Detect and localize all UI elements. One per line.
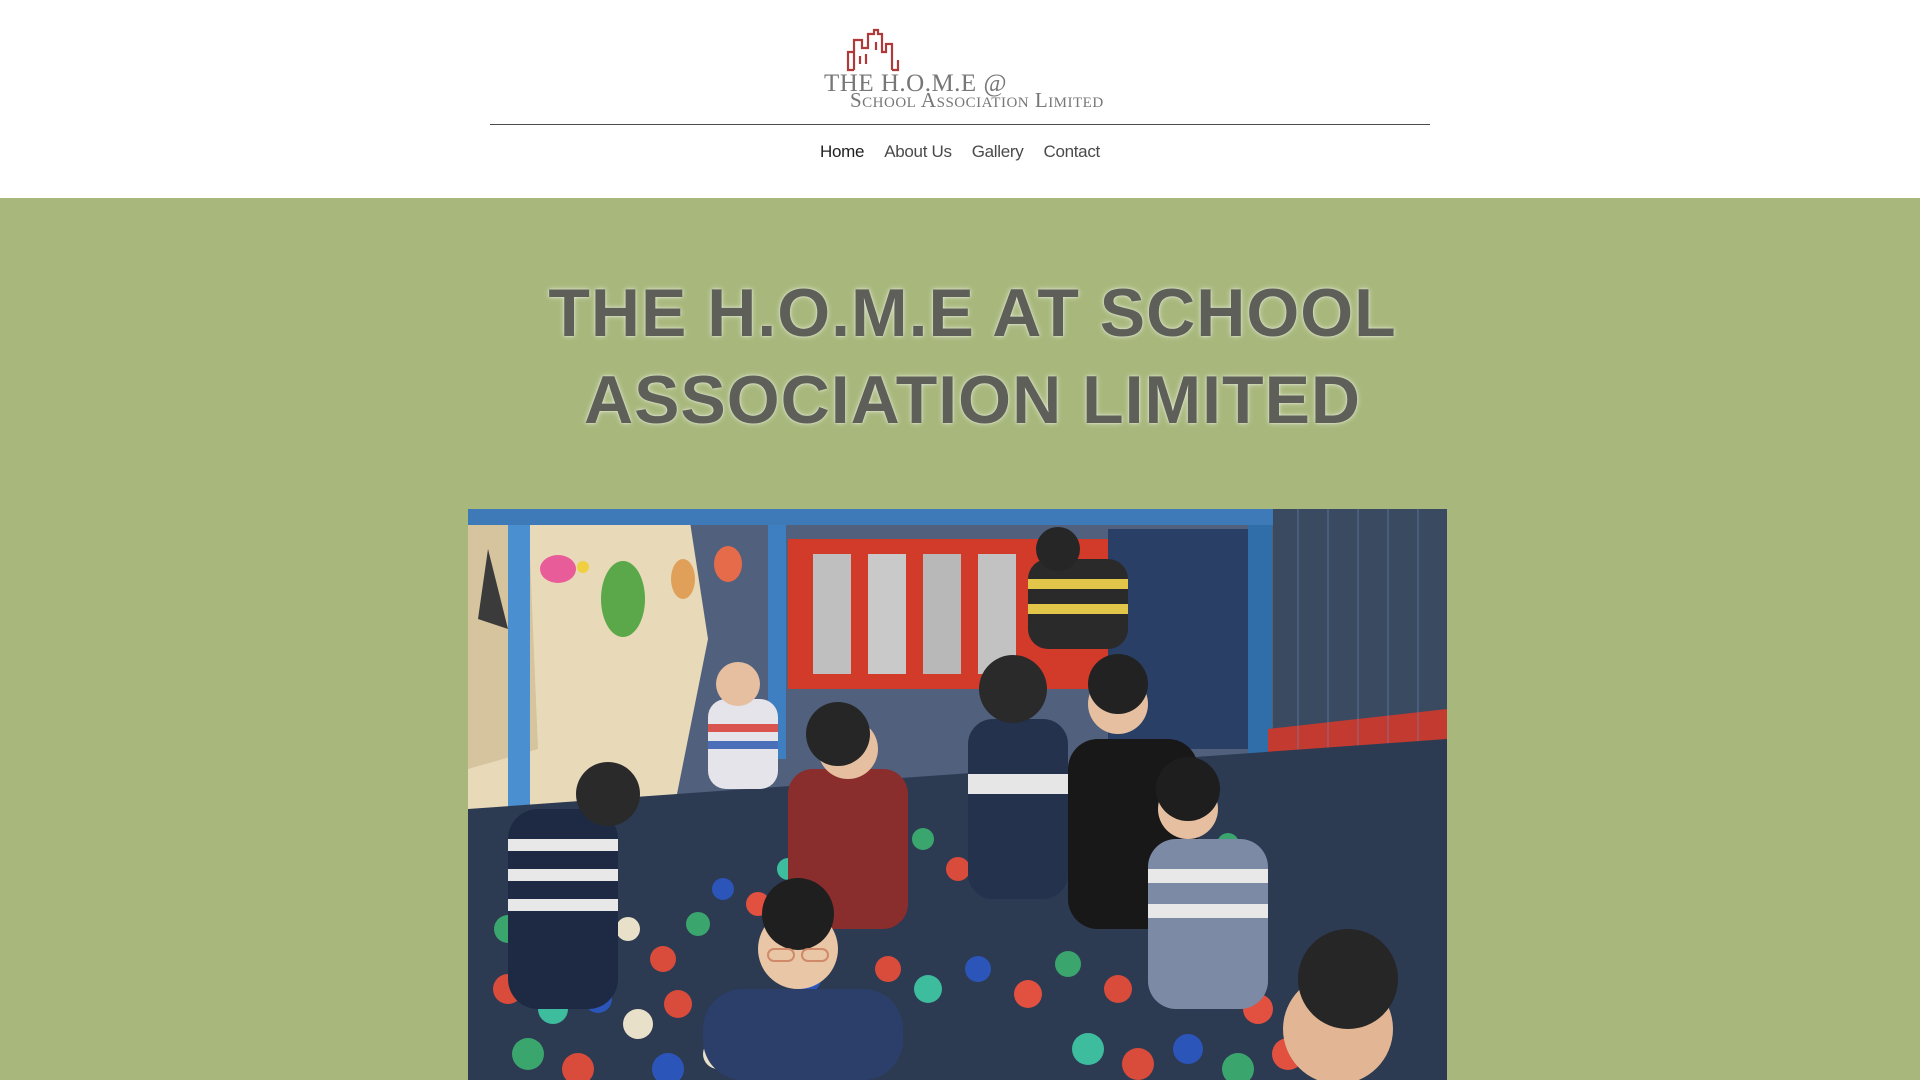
header-divider <box>490 124 1430 125</box>
page-title <box>460 270 1485 444</box>
site-logo[interactable] <box>820 26 1130 112</box>
nav-item-contact[interactable]: Contact <box>1043 142 1100 161</box>
logo-text-line1: THE H.O.M.E @ <box>824 70 1007 97</box>
logo-text-line2: School Association Limited <box>850 88 1104 112</box>
nav-item-about-us[interactable]: About Us <box>884 142 952 161</box>
hero-photo-illustration <box>468 509 1447 1080</box>
buildings-outline-icon <box>820 26 920 72</box>
hero-section <box>0 198 1920 1080</box>
page-title-line1: THE H.O.M.E AT SCHOOL <box>548 275 1397 351</box>
page-title-line2: ASSOCIATION LIMITED <box>583 362 1362 438</box>
site-header <box>0 0 1920 198</box>
nav-item-home[interactable]: Home <box>820 142 865 161</box>
children-in-ball-pit-photo <box>468 509 1447 1080</box>
main-nav <box>490 138 1430 166</box>
nav-item-gallery[interactable]: Gallery <box>971 142 1024 161</box>
